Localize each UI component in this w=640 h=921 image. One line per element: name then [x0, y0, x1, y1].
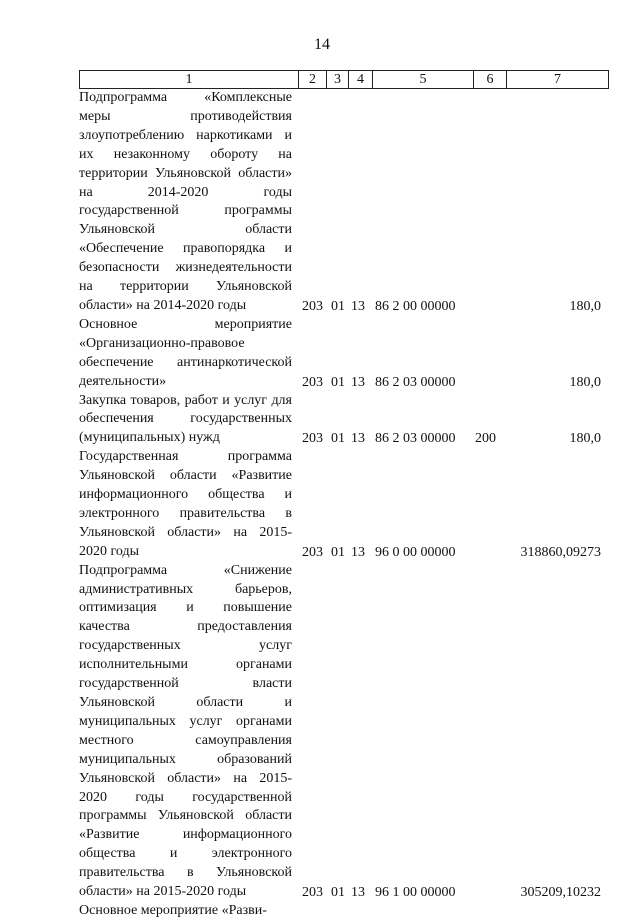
row-code-admin: 203 — [302, 431, 323, 447]
row-code-subsection: 13 — [351, 431, 365, 447]
row-code-section: 01 — [331, 374, 345, 390]
row-code-section: 01 — [331, 431, 345, 447]
row-code-subsection: 13 — [351, 374, 365, 390]
row-amount: 318860,09273 — [520, 544, 601, 560]
table-row — [79, 316, 609, 392]
row-code-target: 96 1 00 00000 — [375, 884, 456, 900]
row-code-section: 01 — [331, 544, 345, 560]
header-col-3: 3 — [334, 72, 341, 87]
row-code-section: 01 — [331, 298, 345, 314]
header-col-4: 4 — [357, 72, 364, 87]
table-row — [79, 448, 609, 561]
table-header-row — [79, 70, 609, 89]
row-code-section: 01 — [331, 884, 345, 900]
row-code-target: 86 2 03 00000 — [375, 431, 456, 447]
page-number: 14 — [314, 36, 330, 53]
row-code-target: 96 0 00 00000 — [375, 544, 456, 560]
row-code-target: 86 2 00 00000 — [375, 298, 456, 314]
header-col-1: 1 — [185, 72, 193, 87]
row-description: Подпрограмма «Снижение административных барьеров, оптимизация и повышение качества предоставления государственных услуг исполнительными органами государственной власти Ульяновской области и муниципальных услуг органами местного самоуправления муниципальных образований Ульяновской области» на 2015-2020 годы государственной программы Ульяновской области «Развитие информационного общества и электронного правительства в Ульяновской области» на 2015-2020 годы — [79, 562, 292, 900]
row-code-admin: 203 — [302, 374, 323, 390]
row-values — [79, 543, 609, 562]
budget-table — [79, 70, 609, 921]
row-code-admin: 203 — [302, 884, 323, 900]
row-values — [79, 373, 609, 392]
row-description: Закупка товаров, работ и услуг для обеспечения государственных (муниципальных) нужд — [79, 392, 292, 446]
row-description: Подпрограмма «Комплексные меры противодействия злоупотреблению наркотиками и их незаконному обороту на территории Ульяновской области» на 2014-2020 годы государственной программы Ульяновской области «Обеспечение правопорядка и безопасности жизнедеятельности на территории Ульяновской области» на 2014-2020 годы — [79, 90, 292, 313]
row-code-subsection: 13 — [351, 298, 365, 314]
row-description: Государственная программа Ульяновской области «Развитие информационного общества и электронного правительства в Ульяновской области» на 2015-2020 годы — [79, 449, 292, 559]
row-code-target: 86 2 03 00000 — [375, 374, 456, 390]
row-description: Основное мероприятие «Разви- — [79, 902, 267, 918]
row-values — [79, 429, 609, 448]
row-amount: 180,0 — [569, 374, 601, 390]
header-col-5: 5 — [419, 72, 427, 87]
row-code-admin: 203 — [302, 298, 323, 314]
table-row — [79, 89, 609, 316]
row-description: Основное мероприятие «Организационно-правовое обеспечение антинаркотической деятельности» — [79, 316, 292, 389]
row-values — [79, 883, 609, 902]
header-col-6: 6 — [486, 72, 494, 87]
table-row — [79, 562, 609, 902]
row-code-expense-type: 200 — [475, 431, 496, 447]
row-code-subsection: 13 — [351, 544, 365, 560]
header-col-7: 7 — [554, 72, 561, 87]
row-amount: 180,0 — [569, 298, 601, 314]
row-amount: 305209,10232 — [520, 884, 601, 900]
row-code-subsection: 13 — [351, 884, 365, 900]
header-col-2: 2 — [309, 72, 316, 87]
table-row — [79, 392, 609, 449]
row-code-admin: 203 — [302, 544, 323, 560]
row-values — [79, 297, 609, 316]
table-body — [79, 89, 609, 921]
row-amount: 180,0 — [569, 431, 601, 447]
